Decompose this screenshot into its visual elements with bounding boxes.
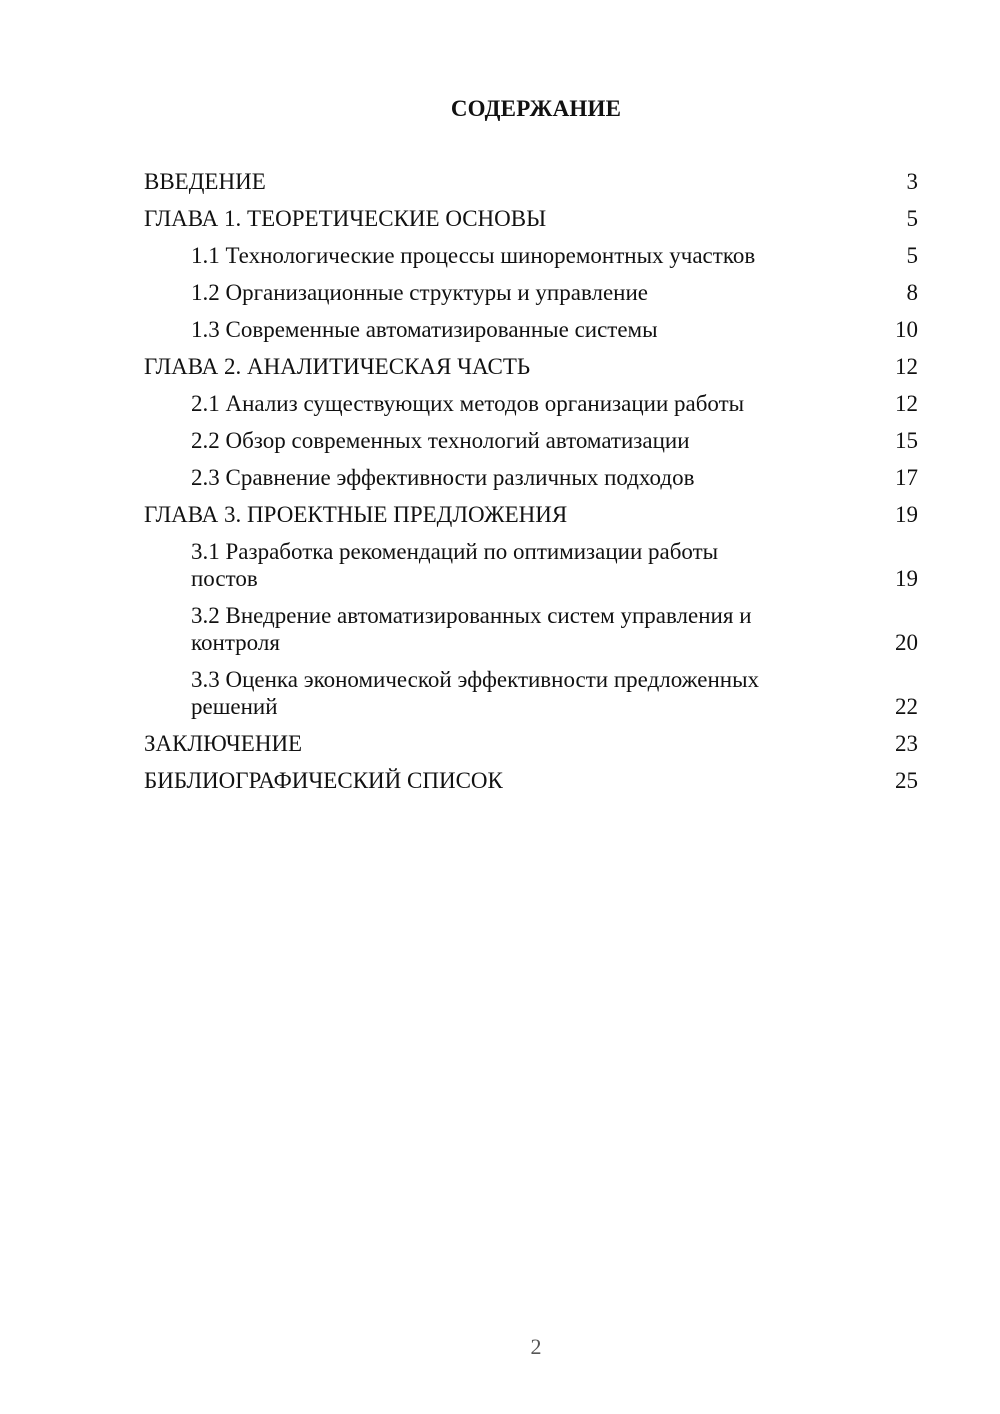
toc-entry-title: БИБЛИОГРАФИЧЕСКИЙ СПИСОК [144,768,503,793]
toc-entry [144,464,918,491]
toc-entry [144,316,918,343]
toc-entry [144,767,918,794]
toc-entry-page: 19 [895,502,918,527]
toc-entry [144,730,918,757]
toc-entry-page: 23 [895,731,918,756]
toc-entry-title: 1.3 Современные автоматизированные системы [191,317,658,342]
toc-entry [144,602,918,656]
toc-entry-page: 25 [895,768,918,793]
toc-entry [144,427,918,454]
toc-entry-page: 10 [895,317,918,342]
toc-entry [144,538,918,592]
toc-entry [144,353,918,380]
toc-entry-title: 3.3 Оценка экономической эффективности предложенных решений [191,667,760,719]
toc-entry-title: 2.2 Обзор современных технологий автоматизации [191,428,690,453]
toc-entry-title: 2.3 Сравнение эффективности различных подходов [191,465,695,490]
page-number: 2 [530,1334,542,1359]
toc-entry [144,279,918,306]
toc-entry [144,501,918,528]
toc-entry-title: 3.1 Разработка рекомендаций по оптимизации работы постов [191,539,719,591]
toc-entry-page: 8 [906,280,918,305]
toc-entry-title: ГЛАВА 1. ТЕОРЕТИЧЕСКИЕ ОСНОВЫ [144,206,547,231]
toc-entry-page: 5 [906,206,918,231]
toc-entry-page: 12 [895,391,918,416]
toc-entry [144,205,918,232]
toc-entry-title: 3.2 Внедрение автоматизированных систем управления и контроля [191,603,752,655]
toc-entry-page: 17 [895,465,918,490]
toc-entry-title: ГЛАВА 2. АНАЛИТИЧЕСКАЯ ЧАСТЬ [144,354,531,379]
toc-entry-title: ВВЕДЕНИЕ [144,169,266,194]
toc-entry [144,168,918,195]
toc-entry [144,242,918,269]
table-of-contents [144,168,918,804]
toc-entry-title: 1.2 Организационные структуры и управление [191,280,649,305]
toc-entry-page: 5 [906,243,918,268]
toc-entry-title: ЗАКЛЮЧЕНИЕ [144,731,303,756]
toc-entry-title: 1.1 Технологические процессы шиноремонтных участков [191,243,756,268]
toc-entry-page: 19 [895,566,918,591]
toc-entry [144,666,918,720]
toc-entry-title: 2.1 Анализ существующих методов организации работы [191,391,745,416]
toc-entry-page: 12 [895,354,918,379]
toc-entry-page: 20 [895,630,918,655]
toc-entry-page: 15 [895,428,918,453]
toc-entry-page: 3 [906,169,918,194]
page-title: СОДЕРЖАНИЕ [450,96,622,121]
toc-entry-page: 22 [895,694,918,719]
toc-entry [144,390,918,417]
toc-entry-title: ГЛАВА 3. ПРОЕКТНЫЕ ПРЕДЛОЖЕНИЯ [144,502,568,527]
